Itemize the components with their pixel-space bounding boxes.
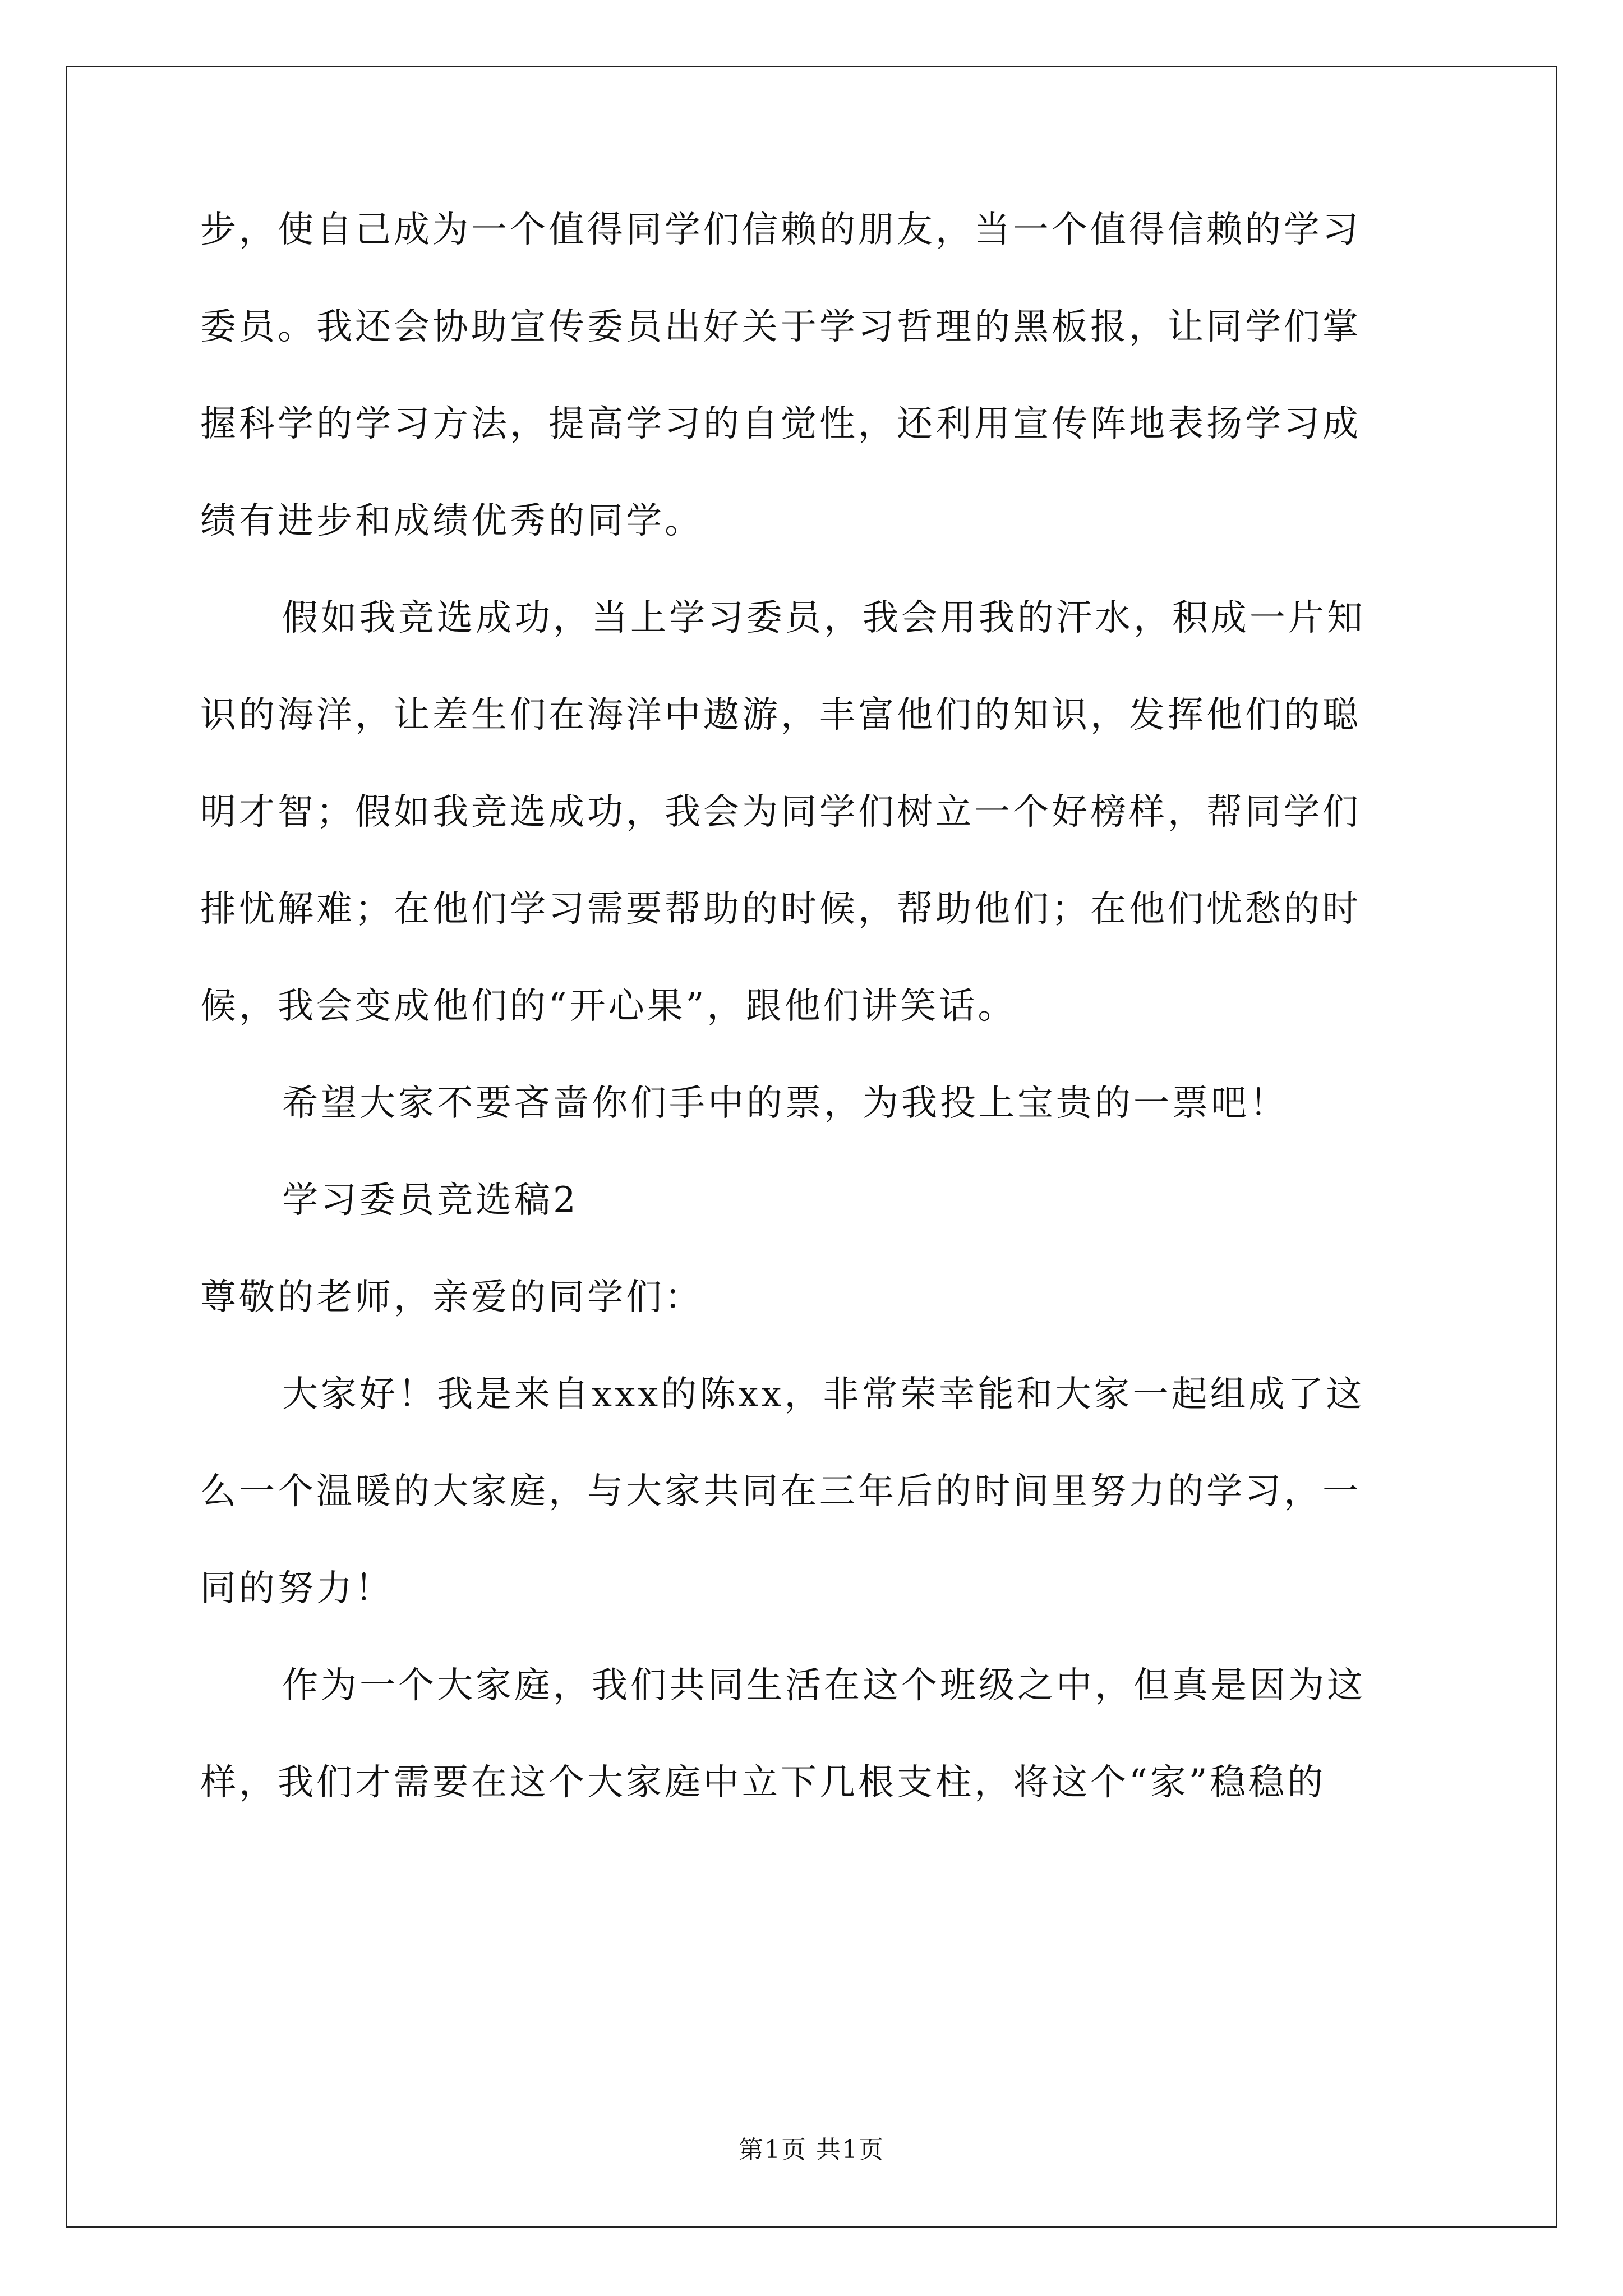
paragraph-start-line: 作为一个大家庭，我们共同生活在这个班级之中，但真是因为这 [282,1665,1366,1706]
text-line: 绩有进步和成绩优秀的同学。 [200,500,703,542]
text-line: 排忧解难；在他们学习需要帮助的时候，帮助他们；在他们忧愁的时 [200,889,1361,930]
text-line: 握科学的学习方法，提高学习的自觉性，还利用宣传阵地表扬学习成 [200,403,1361,445]
salutation: 尊敬的老师，亲爱的同学们： [200,1277,703,1318]
page-number-footer: 第1页 共1页 [739,2136,884,2164]
text-line: 委员。我还会协助宣传委员出好关于学习哲理的黑板报，让同学们掌 [200,306,1361,348]
paragraph-start-line: 大家好！我是来自xxx的陈xx，非常荣幸能和大家一起组成了这 [282,1374,1365,1415]
page-border [66,66,1557,2228]
text-line: 同的努力！ [200,1568,394,1609]
paragraph-start-line: 假如我竞选成功，当上学习委员，我会用我的汗水，积成一片知 [282,597,1366,639]
text-line: 样，我们才需要在这个大家庭中立下几根支柱，将这个“家”稳稳的 [200,1762,1326,1803]
text-line: 明才智；假如我竞选成功，我会为同学们树立一个好榜样，帮同学们 [200,792,1361,833]
section-title: 学习委员竞选稿2 [282,1180,579,1221]
text-line: 识的海洋，让差生们在海洋中遨游，丰富他们的知识，发挥他们的聪 [200,694,1361,736]
paragraph-start-line: 希望大家不要吝啬你们手中的票，为我投上宝贵的一票吧！ [282,1083,1288,1124]
text-line: 步，使自己成为一个值得同学们信赖的朋友，当一个值得信赖的学习 [200,209,1361,251]
text-line: 么一个温暖的大家庭，与大家共同在三年后的时间里努力的学习，一 [200,1471,1361,1512]
text-line: 候，我会变成他们的“开心果”，跟他们讲笑话。 [200,986,1017,1027]
